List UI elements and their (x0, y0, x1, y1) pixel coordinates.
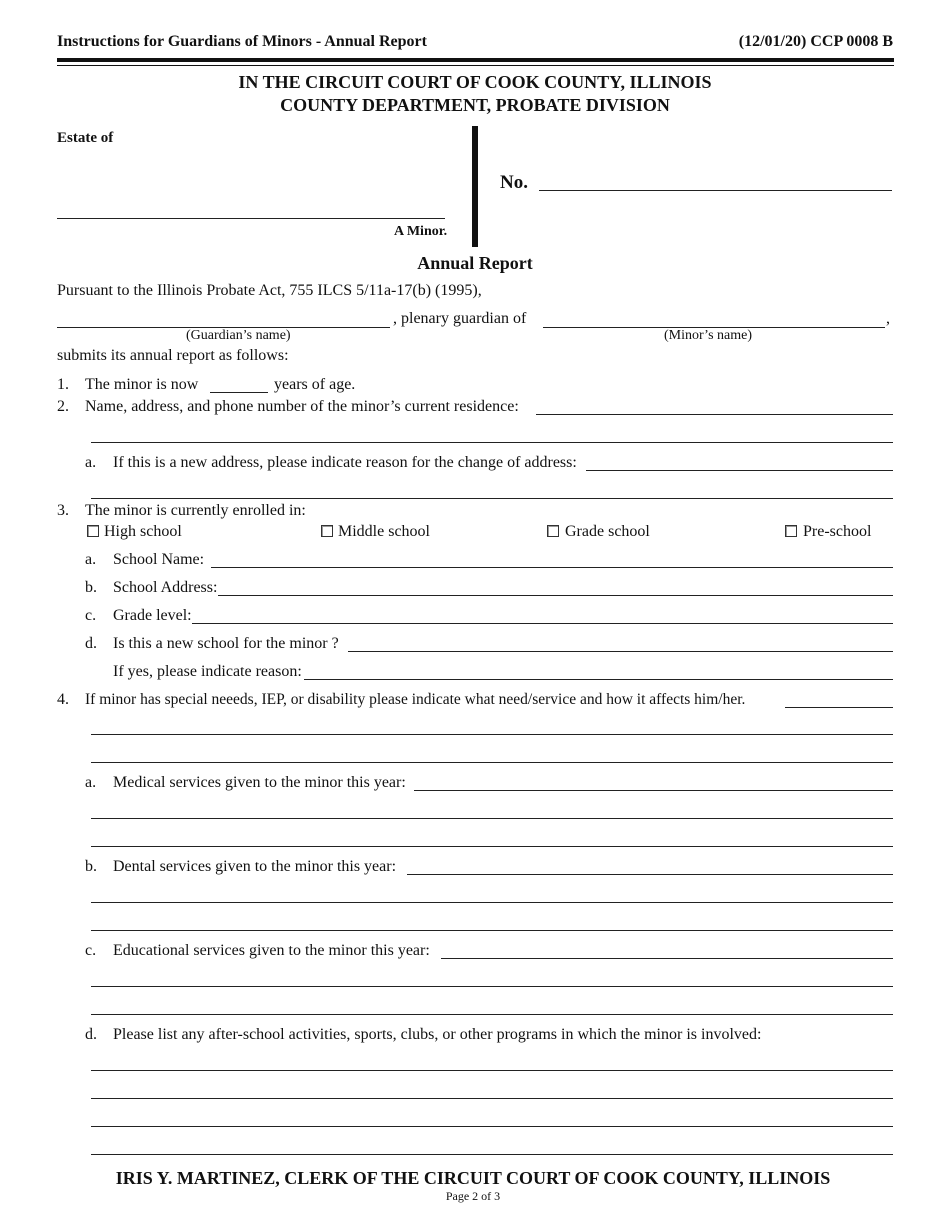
case-number-field[interactable] (539, 190, 892, 191)
item-3c-text: Grade level: (113, 607, 192, 624)
trailing-comma: , (886, 310, 890, 327)
form-code: (12/01/20) CCP 0008 B (738, 33, 893, 50)
minor-age-field[interactable] (210, 392, 268, 393)
court-name: IN THE CIRCUIT COURT OF COOK COUNTY, ILLINOIS (238, 72, 712, 92)
report-title: Annual Report (417, 253, 533, 273)
educational-services-field-1[interactable] (441, 958, 893, 959)
item-2-text: Name, address, and phone number of the minor’s current residence: (85, 398, 519, 415)
item-3b-letter: b. (85, 579, 97, 596)
dental-services-field-3[interactable] (91, 930, 893, 931)
high-school-label: High school (104, 523, 182, 540)
school-name-field[interactable] (211, 567, 893, 568)
residence-field-2[interactable] (91, 442, 893, 443)
item-4b-letter: b. (85, 858, 97, 875)
new-school-field[interactable] (348, 651, 893, 652)
middle-school-label: Middle school (338, 523, 430, 540)
high-school-checkbox[interactable] (87, 525, 99, 537)
item-3a-text: School Name: (113, 551, 205, 568)
pursuant-statement: Pursuant to the Illinois Probate Act, 755 ILCS 5/11a-17(b) (1995), (57, 282, 482, 299)
item-3d-text: Is this a new school for the minor ? (113, 635, 339, 652)
item-3a-letter: a. (85, 551, 97, 568)
header-rule-thick (57, 58, 894, 62)
item-1-text-b: years of age. (274, 376, 356, 393)
activities-field-2[interactable] (91, 1098, 893, 1099)
medical-services-field-3[interactable] (91, 846, 893, 847)
activities-field-1[interactable] (91, 1070, 893, 1071)
item-4a-text: Medical services given to the minor this year: (113, 774, 406, 791)
a-minor-label: A Minor. (394, 224, 448, 239)
header-rule-thin (57, 65, 894, 66)
grade-school-checkbox[interactable] (547, 525, 559, 537)
item-3c-letter: c. (85, 607, 97, 624)
grade-level-field[interactable] (192, 623, 893, 624)
residence-field-1[interactable] (536, 414, 893, 415)
form-header-title: Instructions for Guardians of Minors - Annual Report (57, 33, 427, 50)
item-4d-letter: d. (85, 1026, 97, 1043)
activities-field-4[interactable] (91, 1154, 893, 1155)
dental-services-field-2[interactable] (91, 902, 893, 903)
activities-field-3[interactable] (91, 1126, 893, 1127)
item-1-number: 1. (57, 376, 69, 393)
minor-estate-name-field[interactable] (57, 218, 445, 219)
item-4d-text: Please list any after-school activities, sports, clubs, or other programs in which the minor is involved: (113, 1026, 762, 1043)
minor-name-caption: (Minor’s name) (664, 328, 752, 343)
middle-school-checkbox[interactable] (321, 525, 333, 537)
address-change-reason-field-1[interactable] (586, 470, 893, 471)
item-4a-letter: a. (85, 774, 97, 791)
pre-school-checkbox[interactable] (785, 525, 797, 537)
plenary-guardian-text: , plenary guardian of (393, 310, 527, 327)
item-1-text-a: The minor is now (85, 376, 199, 393)
medical-services-field-1[interactable] (414, 790, 893, 791)
estate-of-label: Estate of (57, 130, 114, 146)
caption-divider (472, 126, 478, 247)
school-address-field[interactable] (218, 595, 893, 596)
item-4c-text: Educational services given to the minor this year: (113, 942, 430, 959)
item-4c-letter: c. (85, 942, 97, 959)
item-4-number: 4. (57, 691, 69, 708)
item-4b-text: Dental services given to the minor this year: (113, 858, 397, 875)
new-school-reason-field[interactable] (304, 679, 893, 680)
clerk-footer: IRIS Y. MARTINEZ, CLERK OF THE CIRCUIT COURT OF COOK COUNTY, ILLINOIS (115, 1168, 831, 1188)
item-3d-reason-text: If yes, please indicate reason: (113, 663, 302, 680)
item-3-text: The minor is currently enrolled in: (85, 502, 306, 519)
item-2-number: 2. (57, 398, 69, 415)
case-number-label: No. (500, 172, 528, 193)
item-3b-text: School Address: (113, 579, 218, 596)
special-needs-field-3[interactable] (91, 762, 893, 763)
item-3-number: 3. (57, 502, 69, 519)
court-division: COUNTY DEPARTMENT, PROBATE DIVISION (280, 95, 670, 115)
medical-services-field-2[interactable] (91, 818, 893, 819)
grade-school-label: Grade school (565, 523, 650, 540)
page-number: Page 2 of 3 (445, 1189, 501, 1203)
item-2a-letter: a. (85, 454, 97, 471)
special-needs-field-1[interactable] (785, 707, 893, 708)
submits-statement: submits its annual report as follows: (57, 347, 289, 364)
address-change-reason-field-2[interactable] (91, 498, 893, 499)
guardian-name-caption: (Guardian’s name) (186, 328, 291, 343)
special-needs-field-2[interactable] (91, 734, 893, 735)
dental-services-field-1[interactable] (407, 874, 893, 875)
educational-services-field-2[interactable] (91, 986, 893, 987)
item-2a-text: If this is a new address, please indicate reason for the change of address: (113, 454, 577, 471)
pre-school-label: Pre-school (803, 523, 872, 540)
item-3d-letter: d. (85, 635, 97, 652)
educational-services-field-3[interactable] (91, 1014, 893, 1015)
item-4-text: If minor has special neeeds, IEP, or disability please indicate what need/service and how it affects him/her. (85, 691, 746, 708)
